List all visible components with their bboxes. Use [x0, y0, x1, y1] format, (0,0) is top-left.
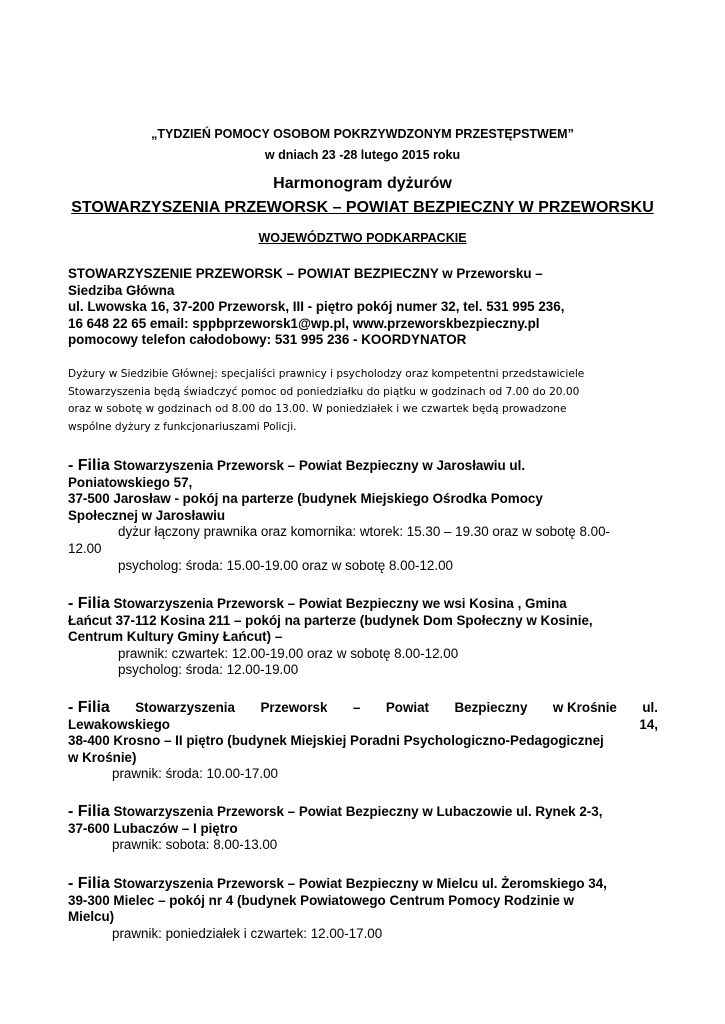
hq-description: [68, 366, 668, 436]
branch-prefix: - Filia: [68, 699, 110, 716]
duty-psychologist: psycholog: środa: 12.00-19.00: [118, 662, 299, 678]
branch-mielec: [68, 876, 658, 942]
branch-word: Bezpieczny: [454, 700, 528, 715]
duty-lawyer: prawnik: poniedziałek i czwartek: 12.00-17.00: [112, 925, 383, 941]
branch-address: Łańcut 37-112 Kosina 211 – pokój na parterze (budynek Dom Społeczny w Kosinie,: [68, 612, 593, 628]
branch-address: Centrum Kultury Gminy Łańcut) –: [68, 629, 283, 645]
description-line: Stowarzyszenia będą świadczyć pomoc od poniedziałku do piątku w godzinach od 7.00 do 20.00: [68, 385, 580, 398]
organization-title: STOWARZYSZENIA PRZEWORSK – POWIAT BEZPIECZNY W PRZEWORSKU: [71, 199, 654, 216]
duty-lawyer: dyżur łączony prawnika oraz komornika: wtorek: 15.30 – 19.30 oraz w sobotę 8.00-: [118, 524, 610, 540]
hq-hotline: pomocowy telefon całodobowy: 531 995 236 - KOORDYNATOR: [68, 332, 467, 348]
branch-number: 14,: [639, 716, 658, 732]
branch-prefix: - Filia: [68, 457, 110, 474]
description-line: Dyżury w Siedzibie Głównej: specjaliści prawnicy i psycholodzy oraz kompetentni przedstawiciele: [68, 368, 585, 380]
duty-lawyer: prawnik: czwartek: 12.00-19.00 oraz w sobotę 8.00-12.00: [118, 645, 459, 661]
hq-name-line: STOWARZYSZENIE PRZEWORSK – POWIAT BEZPIECZNY w Przeworsku –: [68, 266, 543, 281]
branch-jaroslaw: [68, 458, 658, 574]
branch-address: 38-400 Krosno – II piętro (budynek Miejskiej Poradni Psychologiczno-Pedagogicznej: [68, 733, 604, 749]
branch-name: Stowarzyszenia Przeworsk – Powiat Bezpieczny w Mielcu ul. Żeromskiego 34,: [109, 876, 607, 891]
branch-address: 37-500 Jarosław - pokój na parterze (budynek Miejskiego Ośrodka Pomocy: [68, 491, 543, 507]
branch-address: w Krośnie): [68, 749, 137, 765]
branch-word: ul.: [642, 700, 658, 715]
branch-word: w Krośnie: [552, 700, 617, 715]
branch-name: Stowarzyszenia Przeworsk – Powiat Bezpieczny w Lubaczowie ul. Rynek 2-3,: [109, 804, 603, 819]
branch-name: Stowarzyszenia Przeworsk – Powiat Bezpieczny w Jarosławiu ul.: [109, 458, 526, 473]
hq-contact: 16 648 22 65 email: sppbprzeworsk1@wp.pl, www.przeworskbezpieczny.pl: [68, 315, 540, 331]
branch-word: Stowarzyszenia: [135, 700, 235, 715]
hq-name-line-2: Siedziba Główna: [68, 282, 175, 298]
branch-street: Lewakowskiego: [68, 716, 170, 732]
schedule-title: Harmonogram dyżurów: [273, 175, 452, 192]
branch-krosno: [68, 700, 658, 783]
branch-address: 39-300 Mielec – pokój nr 4 (budynek Powiatowego Centrum Pomocy Rodzinie w: [68, 892, 574, 908]
branch-prefix: - Filia: [68, 803, 110, 820]
branch-address: Poniatowskiego 57,: [68, 474, 193, 490]
duty-psychologist: psycholog: środa: 15.00-19.00 oraz w sobotę 8.00-12.00: [118, 557, 453, 573]
branch-prefix: - Filia: [68, 595, 110, 612]
branch-address: Mielcu): [68, 909, 115, 925]
branch-prefix: - Filia: [68, 875, 110, 892]
branch-word: Przeworsk: [260, 700, 328, 715]
duty-lawyer-cont: 12.00: [68, 540, 102, 556]
duty-lawyer: prawnik: sobota: 8.00-13.00: [112, 837, 278, 853]
branch-kosina: [68, 596, 658, 679]
branch-address: Społecznej w Jarosławiu: [68, 507, 226, 523]
hq-address: ul. Lwowska 16, 37-200 Przeworsk, III - piętro pokój numer 32, tel. 531 995 236,: [68, 299, 565, 315]
event-title: „TYDZIEŃ POMOCY OSOBOM POKRZYWDZONYM PRZESTĘPSTWEM”: [151, 127, 574, 141]
branch-address: 37-600 Lubaczów – I piętro: [68, 820, 238, 836]
branch-name: Stowarzyszenia Przeworsk – Powiat Bezpieczny we wsi Kosina , Gmina: [109, 596, 567, 611]
duty-lawyer: prawnik: środa: 10.00-17.00: [112, 766, 278, 782]
description-line: wspólne dyżury z funkcjonariuszami Policji.: [68, 420, 297, 433]
headquarters-block: [68, 266, 658, 349]
description-line: oraz w sobotę w godzinach od 8.00 do 13.00. W poniedziałek i we czwartek będą prowadzone: [68, 403, 567, 415]
branch-word: Powiat: [385, 700, 429, 715]
event-dates: w dniach 23 -28 lutego 2015 roku: [264, 148, 461, 162]
region-title: WOJEWÓDZTWO PODKARPACKIE: [258, 231, 467, 245]
branch-lubaczow: [68, 804, 658, 854]
branch-word: –: [352, 700, 361, 715]
